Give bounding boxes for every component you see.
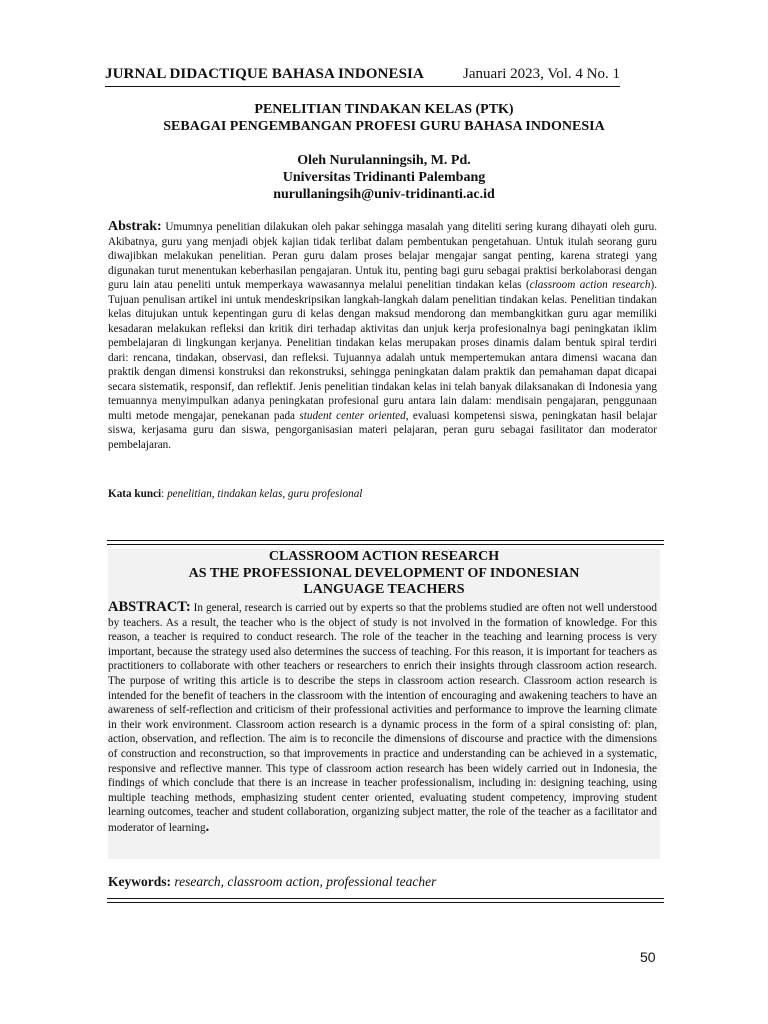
author-affiliation: Universitas Tridinanti Palembang — [282, 170, 486, 185]
journal-issue: Januari 2023, Vol. 4 No. 1 — [463, 66, 620, 82]
abstrak-text-2: ). Tujuan penulisan artikel ini untuk mendeskripsikan langkah-langkah dalam penelitian tindakan kelas. Penelitian tindakan kelas ditujukan untuk kepentingan guru di kelas dengan maksud mendorong dan membangkitkan guru agar memiliki kesadaran melakukan refleksi dan kritik diri terhadap aktivitas dan unjuk kerja profesionalnya bagi peningkatan iklim pembelajaran di lingkungan kerjanya. Penelitian tindakan kelas merupakan proses dinamis dalam bentuk spiral terdiri dari: rencana, tindakan, observasi, dan refleksi. Tujuannya adalah untuk mempertemukan antara dimensi wacana dan praktik dengan dimensi konstruksi dan rekonstruksi, sehingga peningkatan dalam praktik dan pemahaman dapat dicapai secara sistematik, responsif, dan reflektif. Jenis penelitian tindakan kelas ini telah banyak dilaksanakan di Indonesia yang temuannya menyimpulkan adanya peningkatan profesional guru antara lain dalam: mendisain pengajaran, penggunaan multi metode mengajar, penekanan pada — [108, 279, 658, 422]
keywords-value: research, classroom action, professional teacher — [171, 874, 437, 889]
abstrak-text-3: , evaluasi kompetensi siswa, peningkatan hasil belajar siswa, kerjasama guru dan siswa, pengorganisasian materi pelajaran, peran guru sebagai fasilitator dan moderator pembelajaran. — [108, 409, 657, 451]
english-section-rule-bottom-thin — [107, 902, 664, 903]
header-rule — [105, 86, 620, 87]
kata-kunci-label: Kata kunci — [108, 488, 162, 500]
abstrak-label: Abstrak: — [108, 219, 162, 234]
english-title-line-2: AS THE PROFESSIONAL DEVELOPMENT OF INDONESIAN — [188, 565, 580, 581]
abstrak-text-1: Umumnya penelitian dilakukan oleh pakar sehingga masalah yang diteliti sering kurang dihayati oleh guru. Akibatnya, guru yang menjadi objek kajian tidak terlibat dalam pembentukan pengetahuan. Untuk itulah seorang guru diwajibkan melakukan penelitian. Peran guru dalam proses belajar mengajar sangat penting, karena strategi yang digunakan turut menentukan keberhasilan pengajaran. Untuk itu, penting bagi guru sebagai praktisi berkolaborasi dengan guru lain atau peneliti untuk memperkaya wawasannya melalui penelitian tindakan kelas ( — [108, 221, 657, 291]
english-section-rule-top — [107, 540, 664, 541]
article-title — [108, 101, 660, 135]
author-email: nurullaningsih@univ-tridinanti.ac.id — [273, 187, 495, 202]
article-title-line-2: SEBAGAI PENGEMBANGAN PROFESI GURU BAHASA INDONESIA — [163, 119, 605, 134]
english-title — [108, 549, 660, 599]
author-name: Oleh Nurulanningsih, M. Pd. — [297, 153, 471, 168]
kata-kunci-separator: : — [161, 488, 168, 500]
english-section-rule-top-thin — [107, 544, 664, 545]
page-number: 50 — [640, 949, 656, 965]
abstrak-italic-1: classroom action research — [529, 279, 651, 291]
kata-kunci-value: penelitian, tindakan kelas, guru profesional — [167, 488, 363, 500]
english-abstract-end: . — [205, 818, 210, 835]
english-abstract-label: ABSTRACT: — [108, 599, 191, 615]
running-header — [105, 66, 620, 83]
journal-name: JURNAL DIDACTIQUE BAHASA INDONESIA — [105, 66, 424, 82]
keywords-label: Keywords: — [108, 874, 171, 889]
english-abstract-text: In general, research is carried out by experts so that the problems studied are often not well understood by teachers. As a result, the teacher who is the object of study is not involved in the formation of knowledge. For this reason, a teacher is required to conduct research. The role of the teacher in the teaching and learning process is very important, because the strategy used also determines the success of teaching. For this reason, it is important for teachers as practitioners to collaborate with other teachers or researchers to enrich their insights through classroom action research. The purpose of writing this article is to describe the steps in classroom action research. Classroom action research is intended for the benefit of teachers in the classroom with the intention of encouraging and awakening teachers to have an awareness of self-reflection and criticism of their professional activities and performance to improve the learning climate in their work environment. Classroom action research is a dynamic process in the form of a spiral consisting of: plan, action, observation, and reflection. The aim is to reconcile the dimensions of discourse and practice with the dimensions of construction and reconstruction, so that improvements in practice and understanding can be achieved in a systematic, responsive and reflective manner. This type of classroom action research has been widely carried out in Indonesia, the findings of which conclude that there is an increase in teacher professionalism, including in: designing teaching, using multiple teaching methods, emphasizing student center oriented, evaluating student competency, improving student learning outcomes, teacher and student collaboration, organizing subject matter, the role of the teacher as a facilitator and moderator of learning — [108, 602, 657, 834]
abstrak-paragraph — [108, 220, 657, 452]
article-title-line-1: PENELITIAN TINDAKAN KELAS (PTK) — [254, 102, 514, 117]
english-section-rule-bottom — [107, 898, 664, 899]
kata-kunci — [108, 488, 362, 500]
abstrak-italic-2: student center oriented — [299, 409, 406, 422]
english-abstract-paragraph — [108, 600, 657, 836]
english-title-line-3: LANGUAGE TEACHERS — [303, 582, 465, 597]
author-block — [108, 152, 660, 203]
english-title-line-1: CLASSROOM ACTION RESEARCH — [268, 549, 500, 564]
keywords — [108, 874, 436, 890]
